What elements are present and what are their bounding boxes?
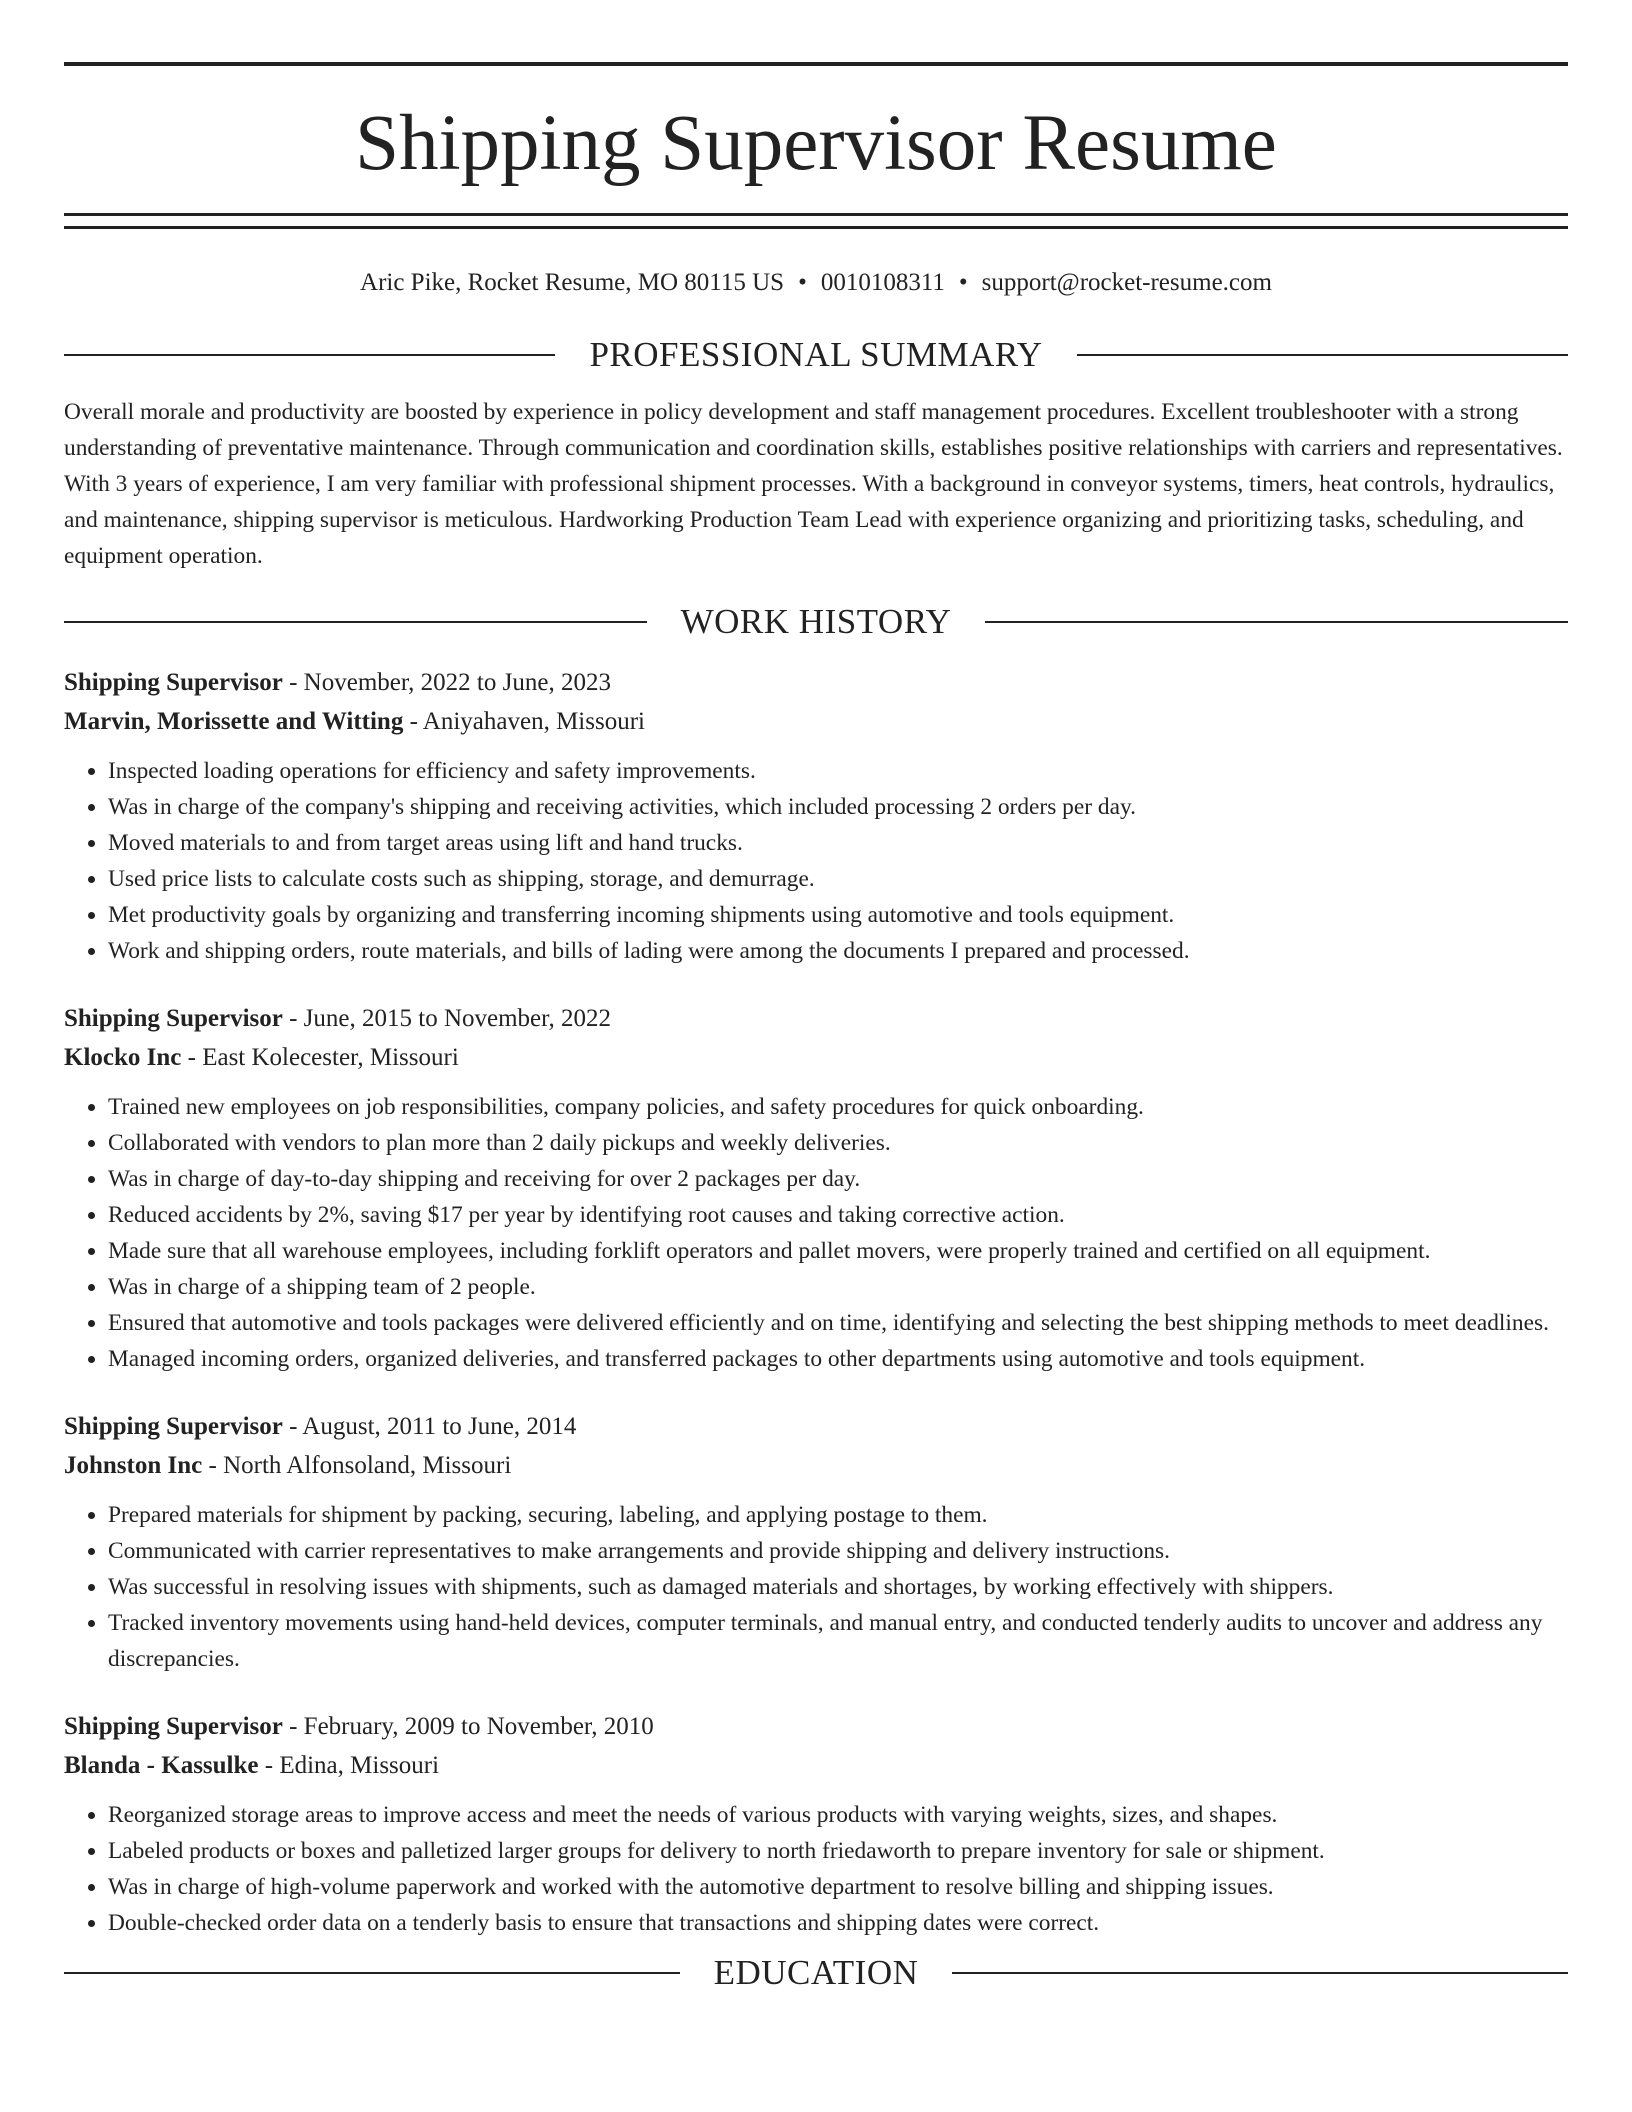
- heading-rule: [64, 621, 647, 623]
- job-company: Blanda - Kassulke: [64, 1752, 259, 1779]
- heading-rule: [985, 621, 1568, 623]
- job-company: Klocko Inc: [64, 1044, 182, 1071]
- job-dates: - June, 2015 to November, 2022: [282, 1005, 611, 1032]
- page-title: Shipping Supervisor Resume: [355, 100, 1277, 187]
- job-company: Marvin, Morissette and Witting: [64, 708, 404, 735]
- job-title: Shipping Supervisor: [64, 1005, 283, 1032]
- heading-rule: [1077, 354, 1568, 356]
- duty-item: • Managed incoming orders, organized deliveries, and transferred packages to other departments using automotive and tools equipment.: [108, 1341, 1568, 1377]
- job-location: - Aniyahaven, Missouri: [403, 708, 645, 735]
- job-duties-list: [64, 753, 1568, 969]
- job-entry: [64, 663, 1568, 969]
- double-rule: [64, 213, 1568, 229]
- duty-item: • Met productivity goals by organizing and transferring incoming shipments using automotive and tools equipment.: [108, 897, 1568, 933]
- job-title-line: [64, 999, 1568, 1038]
- duty-item: • Trained new employees on job responsibilities, company policies, and safety procedures for quick onboarding.: [108, 1089, 1568, 1125]
- job-dates: - February, 2009 to November, 2010: [282, 1713, 654, 1740]
- duty-item: • Was successful in resolving issues with shipments, such as damaged materials and shortages, by working effectively with shippers.: [108, 1569, 1568, 1605]
- job-location: - East Kolecester, Missouri: [181, 1044, 459, 1071]
- duty-item: • Collaborated with vendors to plan more than 2 daily pickups and weekly deliveries.: [108, 1125, 1568, 1161]
- duty-item: • Labeled products or boxes and palletized larger groups for delivery to north friedaworth to prepare inventory for sale or shipment.: [108, 1833, 1568, 1869]
- job-company-line: [64, 1446, 1568, 1485]
- job-location: - Edina, Missouri: [258, 1752, 440, 1779]
- job-company-line: [64, 1746, 1568, 1785]
- duty-item: • Work and shipping orders, route materials, and bills of lading were among the documents I prepared and processed.: [108, 933, 1568, 969]
- job-company: Johnston Inc: [64, 1452, 203, 1479]
- duty-item: • Reduced accidents by 2%, saving $17 per year by identifying root causes and taking corrective action.: [108, 1197, 1568, 1233]
- duty-item: • Communicated with carrier representatives to make arrangements and provide shipping and delivery instructions.: [108, 1533, 1568, 1569]
- duty-item: • Moved materials to and from target areas using lift and hand trucks.: [108, 825, 1568, 861]
- job-dates: - November, 2022 to June, 2023: [282, 669, 611, 696]
- contact-line: [64, 269, 1568, 297]
- contact-separator: •: [798, 269, 807, 296]
- summary-heading: [64, 337, 1568, 372]
- work-history-list: [64, 663, 1568, 1941]
- duty-item: • Prepared materials for shipment by packing, securing, labeling, and applying postage to them.: [108, 1497, 1568, 1533]
- job-duties-list: [64, 1089, 1568, 1377]
- duty-item: • Was in charge of high-volume paperwork and worked with the automotive department to resolve billing and shipping issues.: [108, 1869, 1568, 1905]
- contact-phone: 0010108311: [820, 269, 945, 296]
- job-entry: [64, 1707, 1568, 1941]
- duty-item: • Used price lists to calculate costs such as shipping, storage, and demurrage.: [108, 861, 1568, 897]
- education-heading-label: EDUCATION: [713, 1953, 919, 1992]
- duty-item: • Inspected loading operations for efficiency and safety improvements.: [108, 753, 1568, 789]
- job-title: Shipping Supervisor: [64, 1713, 283, 1740]
- job-dates: - August, 2011 to June, 2014: [282, 1413, 577, 1440]
- job-title-line: [64, 663, 1568, 702]
- heading-rule: [64, 1972, 680, 1974]
- job-title-line: [64, 1407, 1568, 1446]
- duty-item: • Made sure that all warehouse employees, including forklift operators and pallet movers, were properly trained and certified on all equipment.: [108, 1233, 1568, 1269]
- contact-separator: •: [958, 269, 968, 296]
- education-heading: [64, 1955, 1568, 1990]
- job-title: Shipping Supervisor: [64, 1413, 283, 1440]
- job-duties-list: [64, 1497, 1568, 1677]
- duty-item: • Was in charge of day-to-day shipping and receiving for over 2 packages per day.: [108, 1161, 1568, 1197]
- duty-item: • Ensured that automotive and tools packages were delivered efficiently and on time, identifying and selecting the best shipping methods to meet deadlines.: [108, 1305, 1568, 1341]
- job-company-line: [64, 702, 1568, 741]
- job-duties-list: [64, 1797, 1568, 1941]
- duty-item: • Was in charge of the company's shipping and receiving activities, which included processing 2 orders per day.: [108, 789, 1568, 825]
- duty-item: • Double-checked order data on a tenderly basis to ensure that transactions and shipping dates were correct.: [108, 1905, 1568, 1941]
- heading-rule: [952, 1972, 1568, 1974]
- duty-item: • Tracked inventory movements using hand-held devices, computer terminals, and manual entry, and conducted tenderly audits to uncover and address any discrepancies.: [108, 1605, 1568, 1677]
- contact-address: Aric Pike, Rocket Resume, MO 80115 US: [360, 269, 785, 296]
- job-location: - North Alfonsoland, Missouri: [202, 1452, 512, 1479]
- heading-rule: [64, 354, 555, 356]
- professional-summary: Overall morale and productivity are boosted by experience in policy development and staff management procedures. Excellent troubleshooter with a strong understanding of preventative maintenance. Through communication and coordination skills, establishes positive relationships with carriers and representatives. With 3 years of experience, I am very familiar with professional shipment processes. With a background in conveyor systems, timers, heat controls, hydraulics, and maintenance, shipping supervisor is meticulous. Hardworking Production Team Lead with experience organizing and prioritizing tasks, scheduling, and equipment operation.: [64, 399, 1563, 569]
- job-entry: [64, 999, 1568, 1377]
- job-title-line: [64, 1707, 1568, 1746]
- duty-item: • Reorganized storage areas to improve access and meet the needs of various products with varying weights, sizes, and shapes.: [108, 1797, 1568, 1833]
- job-title: Shipping Supervisor: [64, 669, 283, 696]
- work-history-heading: [64, 604, 1568, 639]
- job-entry: [64, 1407, 1568, 1677]
- top-rule: [64, 62, 1568, 66]
- work-history-heading-label: WORK HISTORY: [680, 602, 952, 641]
- summary-heading-label: PROFESSIONAL SUMMARY: [589, 335, 1043, 374]
- contact-email[interactable]: support@rocket-resume.com: [981, 269, 1272, 296]
- duty-item: • Was in charge of a shipping team of 2 people.: [108, 1269, 1568, 1305]
- job-company-line: [64, 1038, 1568, 1077]
